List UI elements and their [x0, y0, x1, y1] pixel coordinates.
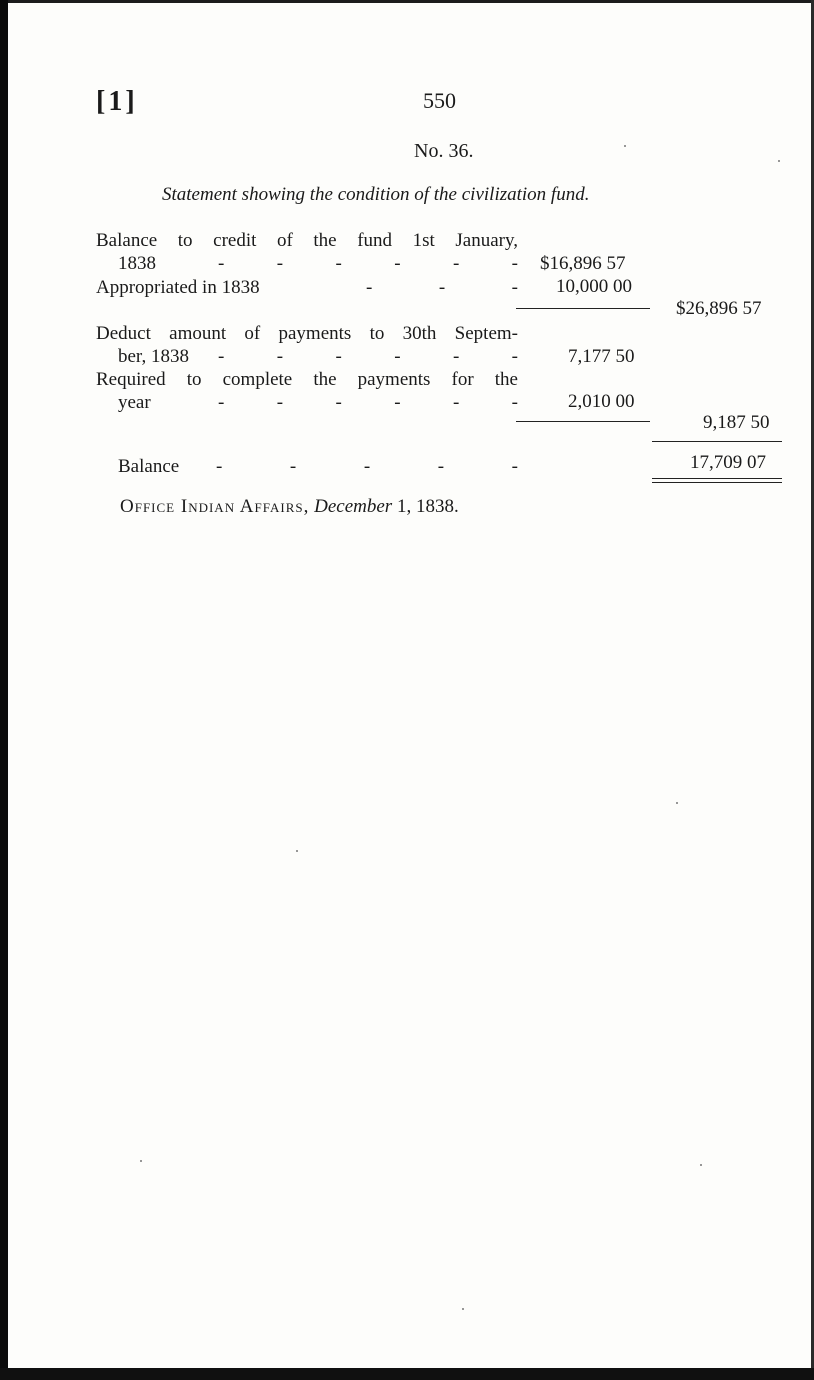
subtotal-rule	[516, 308, 650, 309]
deductions-rule	[516, 421, 650, 422]
scan-edge-left	[0, 0, 8, 1380]
required-label-line1: Required to complete the payments for the	[96, 369, 518, 390]
balance-credit-amount: $16,896 57	[540, 253, 626, 274]
office-name: Office Indian Affairs,	[120, 496, 310, 517]
deduct-label-line2: ber, 1838	[118, 346, 189, 367]
office-signature	[120, 496, 459, 518]
deductions-total-amount: 9,187 50	[703, 412, 770, 433]
balance-double-rule	[652, 478, 782, 483]
fund-total-amount: $26,896 57	[676, 298, 762, 319]
scan-speck	[296, 850, 298, 852]
scan-edge-top	[0, 0, 814, 3]
leader-dashes: - - - - - -	[218, 253, 518, 274]
page-number: 550	[423, 88, 456, 113]
date-day-year: 1, 1838.	[396, 496, 459, 517]
leader-dashes: - - -	[366, 277, 518, 298]
balance-credit-label-line2: 1838	[118, 253, 156, 274]
scan-speck	[700, 1164, 702, 1166]
required-amount: 2,010 00	[568, 391, 635, 412]
required-label-line2: year	[118, 392, 151, 413]
deduct-amount: 7,177 50	[568, 346, 635, 367]
date-month: December	[314, 496, 393, 517]
leader-dashes: - - - - - -	[218, 392, 518, 413]
balance-top-rule	[652, 441, 782, 442]
balance-label: Balance	[118, 456, 180, 477]
appropriated-label: Appropriated in 1838	[96, 277, 260, 298]
bracket-marker: [1]	[96, 86, 138, 117]
document-number: No. 36.	[414, 140, 474, 162]
leader-dashes: - - - - - -	[218, 346, 518, 367]
scan-speck	[624, 145, 626, 147]
scan-speck	[676, 802, 678, 804]
scan-edge-bottom	[0, 1368, 814, 1380]
appropriated-amount: 10,000 00	[556, 276, 632, 297]
scan-speck	[778, 160, 780, 162]
leader-dashes: - - - - -	[216, 456, 518, 477]
deduct-label-line1: Deduct amount of payments to 30th Septem-	[96, 323, 518, 344]
scan-speck	[462, 1308, 464, 1310]
balance-amount: 17,709 07	[690, 452, 766, 473]
balance-credit-label-line1: Balance to credit of the fund 1st January,	[96, 230, 518, 251]
scan-speck	[140, 1160, 142, 1162]
statement-title: Statement showing the condition of the civilization fund.	[162, 184, 590, 205]
